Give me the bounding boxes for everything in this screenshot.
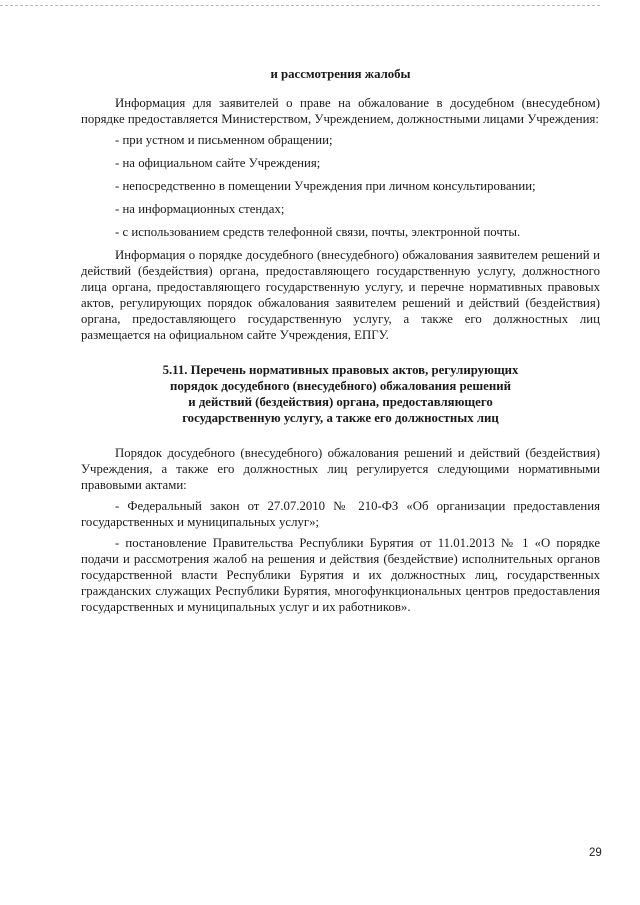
document-page xyxy=(81,66,600,620)
list-item: - на информационных стендах; xyxy=(115,202,285,216)
channels-list xyxy=(81,132,600,240)
section-title xyxy=(81,362,600,426)
page-number: 29 xyxy=(589,847,602,859)
section-title-line: государственную услугу, а также его должностных лиц xyxy=(182,411,499,425)
list-item: - непосредственно в помещении Учреждения при личном консультировании; xyxy=(115,179,536,193)
acts-list xyxy=(81,498,600,615)
scan-edge-line xyxy=(0,5,600,6)
list-item: - постановление Правительства Республики Бурятия от 11.01.2013 № 1 «О порядке подачи и рассмотрения жалоб на решения и действия (бездействие) исполнительных органов государственной власти Республики Бурятия и их должностных лиц, государственных гражданских служащих Республики Бурятия, многофункциональных центров предоставления государственных и муниципальных услуг и их работников». xyxy=(81,536,600,614)
intro-paragraph: Информация для заявителей о праве на обжалование в досудебном (внесудебном) порядке предоставляется Министерством, Учреждением, должностными лицами Учреждения: xyxy=(81,96,600,126)
list-item: - при устном и письменном обращении; xyxy=(115,133,333,147)
list-item: - Федеральный закон от 27.07.2010 № 210-ФЗ «Об организации предоставления государственных и муниципальных услуг»; xyxy=(81,499,600,529)
section-title-line: 5.11. Перечень нормативных правовых актов, регулирующих xyxy=(162,363,519,377)
section-title-line: порядок досудебного (внесудебного) обжалования решений xyxy=(170,379,511,393)
section-paragraph: Порядок досудебного (внесудебного) обжалования решений и действий (бездействия) Учреждения, а также его должностных лиц регулируется следующими нормативными правовыми актами: xyxy=(81,446,600,492)
section-heading: и рассмотрения жалобы xyxy=(270,67,411,81)
list-item: - с использованием средств телефонной связи, почты, электронной почты. xyxy=(115,225,521,239)
list-item: - на официальном сайте Учреждения; xyxy=(115,156,321,170)
info-paragraph: Информация о порядке досудебного (внесудебного) обжалования заявителем решений и действий (бездействия) органа, предоставляющего государственную услугу, должностного лица органа, предоставляющего государственную услугу, и перечне нормативных правовых актов, регулирующих порядок обжалования заявителем решений и действий (бездействия) органа, предоставляющего государственную услугу, а также его должностных лиц размещается на официальном сайте Учреждения, ЕПГУ. xyxy=(81,248,600,342)
section-title-line: и действий (бездействия) органа, предоставляющего xyxy=(188,395,493,409)
